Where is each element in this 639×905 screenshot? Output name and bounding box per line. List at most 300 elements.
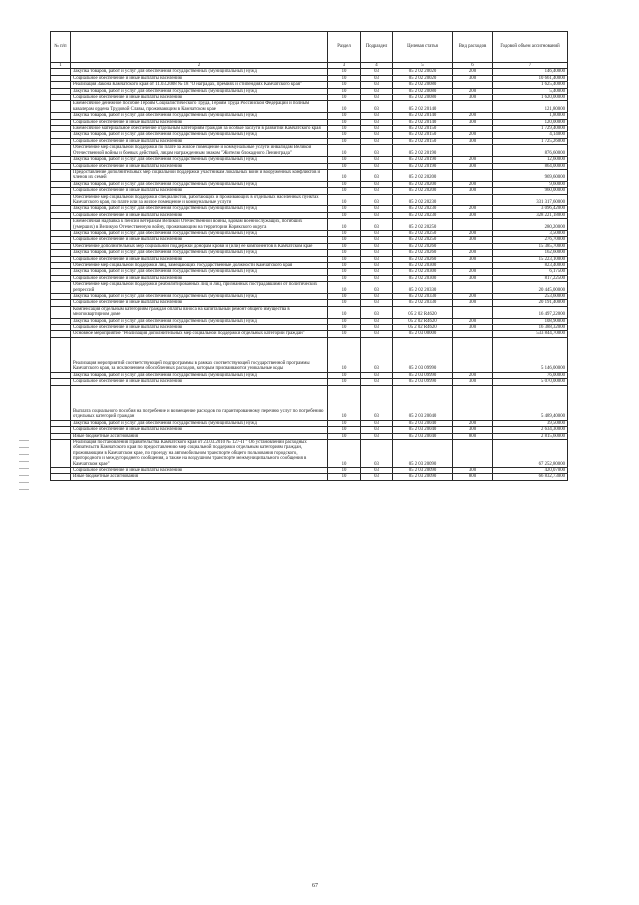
target-cell: 05 2 02 R4620 — [393, 318, 453, 324]
vid-cell — [453, 194, 493, 206]
row-name: Закупка товаров, работ и услуг для обеспечения государственных (муниципальных) нужд — [71, 113, 328, 119]
header-row — [51, 32, 568, 63]
podrazdel-cell: 03 — [361, 318, 393, 324]
amount-cell: 120,00000 — [493, 119, 568, 125]
target-cell: 05 2 02 20020 — [393, 69, 453, 75]
row-name: Закупка товаров, работ и услуг для обеспечения государственных (муниципальных) нужд — [71, 372, 328, 378]
razdel-cell: 10 — [328, 467, 361, 473]
row-name: Социальное обеспечение и иные выплаты населению — [71, 256, 328, 262]
vid-cell: 300 — [453, 275, 493, 281]
razdel-cell: 10 — [328, 194, 361, 206]
razdel-cell: 10 — [328, 331, 361, 337]
razdel-cell: 10 — [328, 219, 361, 231]
podrazdel-cell: 03 — [361, 275, 393, 281]
podrazdel-cell: 03 — [361, 243, 393, 249]
razdel-cell: 10 — [328, 206, 361, 212]
vid-cell: 200 — [453, 318, 493, 324]
row-name: Социальное обеспечение и иные выплаты населению — [71, 119, 328, 125]
podrazdel-cell: 03 — [361, 300, 393, 306]
razdel-cell: 10 — [328, 75, 361, 81]
razdel-cell: 10 — [328, 439, 361, 467]
podrazdel-cell: 03 — [361, 337, 393, 372]
row-name: Закупка товаров, работ и услуг для обеспечения государственных (муниципальных) нужд — [71, 318, 328, 324]
column-number: 4 — [361, 63, 393, 69]
num-cell — [51, 101, 71, 113]
target-cell: 05 2 02 20200 — [393, 169, 453, 181]
num-cell — [51, 145, 71, 157]
vid-cell — [453, 385, 493, 420]
target-cell: 05 2 03 20090 — [393, 439, 453, 467]
razdel-cell: 10 — [328, 306, 361, 318]
amount-cell: 960,00000 — [493, 188, 568, 194]
header-vid: Вид расходов — [453, 32, 493, 63]
vid-cell: 200 — [453, 113, 493, 119]
podrazdel-cell: 03 — [361, 181, 393, 187]
podrazdel-cell: 03 — [361, 325, 393, 331]
razdel-cell: 10 — [328, 119, 361, 125]
podrazdel-cell: 03 — [361, 379, 393, 385]
target-cell: 05 2 03 09990 — [393, 379, 453, 385]
row-name: Закупка товаров, работ и услуг для обеспечения государственных (муниципальных) нужд — [71, 69, 328, 75]
target-cell: 05 2 02 20140 — [393, 113, 453, 119]
razdel-cell: 10 — [328, 474, 361, 480]
column-number: 1 — [51, 63, 71, 69]
podrazdel-cell: 03 — [361, 250, 393, 256]
row-name: Выплата социального пособия на погребение и возмещение расходов по гарантированному перечню услуг по погребению отдельных категорий граждан — [71, 385, 328, 420]
vid-cell: 300 — [453, 119, 493, 125]
vid-cell: 200 — [453, 420, 493, 426]
podrazdel-cell: 03 — [361, 474, 393, 480]
num-cell — [51, 306, 71, 318]
row-name: Ежемесячное материальное обеспечение отдельным категориям граждан за особые заслуги в развитии Камчатского края — [71, 126, 328, 132]
razdel-cell: 10 — [328, 126, 361, 132]
header-amount: Годовой объем ассигнований — [493, 32, 568, 63]
vid-cell — [453, 101, 493, 113]
target-cell: 05 2 03 20090 — [393, 467, 453, 473]
row-name: Закупка товаров, работ и услуг для обеспечения государственных (муниципальных) нужд — [71, 250, 328, 256]
column-number: 5 — [393, 63, 453, 69]
podrazdel-cell: 03 — [361, 126, 393, 132]
amount-cell: 331 317,60000 — [493, 194, 568, 206]
podrazdel-cell: 03 — [361, 82, 393, 88]
row-name: Закупка товаров, работ и услуг для обеспечения государственных (муниципальных) нужд — [71, 181, 328, 187]
row-name: Социальное обеспечение и иные выплаты населению — [71, 237, 328, 243]
razdel-cell: 10 — [328, 95, 361, 101]
amount-cell: 20 445,00000 — [493, 282, 568, 294]
vid-cell: 200 — [453, 157, 493, 163]
vid-cell: 200 — [453, 250, 493, 256]
target-cell: 05 2 02 20150 — [393, 138, 453, 144]
target-cell: 05 2 02 20200 — [393, 188, 453, 194]
table-row — [51, 306, 568, 318]
razdel-cell: 10 — [328, 325, 361, 331]
target-cell: 05 2 02 20330 — [393, 282, 453, 294]
podrazdel-cell: 03 — [361, 138, 393, 144]
razdel-cell: 10 — [328, 188, 361, 194]
row-name: Социальное обеспечение и иные выплаты населению — [71, 379, 328, 385]
target-cell: 05 2 02 20300 — [393, 275, 453, 281]
razdel-cell: 10 — [328, 145, 361, 157]
amount-cell: 20 191,40000 — [493, 300, 568, 306]
table-body — [51, 69, 568, 480]
podrazdel-cell: 03 — [361, 256, 393, 262]
row-name: Реализация мероприятий соответствующей подпрограммы в рамках соответствующей государственной программы Камчатского края, за исключением обособленных расходов, которым присваиваются уникальные коды — [71, 337, 328, 372]
amount-cell: 2 815,60000 — [493, 433, 568, 439]
amount-cell: 39,50000 — [493, 420, 568, 426]
row-name: Социальное обеспечение и иные выплаты населению — [71, 300, 328, 306]
amount-cell: 5 070,00000 — [493, 379, 568, 385]
target-cell: 05 2 02 20080 — [393, 88, 453, 94]
razdel-cell: 10 — [328, 181, 361, 187]
amount-cell: 76,00000 — [493, 372, 568, 378]
amount-cell: 5 146,00000 — [493, 337, 568, 372]
target-cell: 05 2 03 09990 — [393, 337, 453, 372]
num-cell — [51, 219, 71, 231]
podrazdel-cell: 03 — [361, 88, 393, 94]
target-cell: 05 2 02 20250 — [393, 237, 453, 243]
podrazdel-cell: 03 — [361, 263, 393, 269]
target-cell: 05 2 02 R4620 — [393, 306, 453, 318]
amount-cell: 66 832,73000 — [493, 474, 568, 480]
row-name: Ежемесячная надбавка к пенсии ветеранам Великой Отечественной войны, вдовам военнослужащих, погибших (умерших) в Великую Отечественную войну, проживающим на территории Корякского округа — [71, 219, 328, 231]
podrazdel-cell: 03 — [361, 269, 393, 275]
column-number: 7 — [493, 63, 568, 69]
podrazdel-cell: 03 — [361, 467, 393, 473]
podrazdel-cell: 03 — [361, 75, 393, 81]
row-name: Закупка товаров, работ и услуг для обеспечения государственных (муниципальных) нужд — [71, 88, 328, 94]
amount-cell: 817,22500 — [493, 275, 568, 281]
razdel-cell: 10 — [328, 372, 361, 378]
amount-cell: 121,80000 — [493, 101, 568, 113]
vid-cell: 200 — [453, 372, 493, 378]
target-cell: 05 2 02 20140 — [393, 119, 453, 125]
target-cell: 05 2 02 20230 — [393, 194, 453, 206]
podrazdel-cell: 03 — [361, 157, 393, 163]
amount-cell: 15 223,10000 — [493, 256, 568, 262]
razdel-cell: 10 — [328, 243, 361, 249]
amount-cell: 276,70000 — [493, 237, 568, 243]
razdel-cell: 10 — [328, 237, 361, 243]
amount-cell: 1 620,00000 — [493, 95, 568, 101]
razdel-cell: 10 — [328, 250, 361, 256]
row-name: Обеспечение мер социальной поддержки лиц, замещающих государственные должности Камчатского края — [71, 263, 328, 269]
vid-cell: 200 — [453, 269, 493, 275]
razdel-cell: 10 — [328, 385, 361, 420]
vid-cell: 200 — [453, 132, 493, 138]
table-row — [51, 169, 568, 181]
header-razdel: Раздел — [328, 32, 361, 63]
row-name: Ежемесячное денежное пособие Героям Социалистического Труда, Героям Труда Российской Федерации и полным кавалерам ордена Трудовой Славы, проживающим в Камчатском крае — [71, 101, 328, 113]
vid-cell: 300 — [453, 467, 493, 473]
amount-cell: 864,00000 — [493, 163, 568, 169]
vid-cell: 300 — [453, 325, 493, 331]
amount-cell: 876,60000 — [493, 145, 568, 157]
podrazdel-cell: 03 — [361, 420, 393, 426]
vid-cell — [453, 282, 493, 294]
razdel-cell: 10 — [328, 275, 361, 281]
target-cell: 05 2 02 20230 — [393, 212, 453, 218]
podrazdel-cell: 03 — [361, 385, 393, 420]
target-cell: 05 2 02 20140 — [393, 101, 453, 113]
row-name: Социальное обеспечение и иные выплаты населению — [71, 188, 328, 194]
table-row — [51, 101, 568, 113]
target-cell: 05 2 02 20260 — [393, 250, 453, 256]
row-name: Закупка товаров, работ и услуг для обеспечения государственных (муниципальных) нужд — [71, 132, 328, 138]
row-name: Социальное обеспечение и иные выплаты населению — [71, 325, 328, 331]
podrazdel-cell: 03 — [361, 372, 393, 378]
razdel-cell: 10 — [328, 212, 361, 218]
target-cell: 05 2 03 20040 — [393, 433, 453, 439]
row-name: Социальное обеспечение и иные выплаты населению — [71, 212, 328, 218]
target-cell: 05 2 02 20080 — [393, 82, 453, 88]
column-number: 6 — [453, 63, 493, 69]
podrazdel-cell: 03 — [361, 188, 393, 194]
num-cell — [51, 385, 71, 420]
amount-cell: 823,40000 — [493, 263, 568, 269]
amount-cell: 16 388,32000 — [493, 325, 568, 331]
vid-cell: 200 — [453, 206, 493, 212]
amount-cell: 108,90000 — [493, 318, 568, 324]
num-cell — [51, 439, 71, 467]
vid-cell — [453, 219, 493, 231]
amount-cell: 67 252,80000 — [493, 439, 568, 467]
amount-cell: 162,60000 — [493, 250, 568, 256]
num-cell — [51, 169, 71, 181]
amount-cell: 280,20000 — [493, 219, 568, 231]
row-name: Социальное обеспечение и иные выплаты населению — [71, 427, 328, 433]
vid-cell: 300 — [453, 188, 493, 194]
razdel-cell: 10 — [328, 427, 361, 433]
razdel-cell: 10 — [328, 379, 361, 385]
header-target: Целевая статья — [393, 32, 453, 63]
podrazdel-cell: 03 — [361, 439, 393, 467]
vid-cell: 200 — [453, 181, 493, 187]
amount-cell: 146,40000 — [493, 69, 568, 75]
razdel-cell: 10 — [328, 294, 361, 300]
amount-cell: 3 096,42000 — [493, 206, 568, 212]
vid-cell: 300 — [453, 427, 493, 433]
amount-cell: 12,60000 — [493, 157, 568, 163]
target-cell: 05 2 02 20080 — [393, 95, 453, 101]
row-name: Социальное обеспечение и иные выплаты населению — [71, 275, 328, 281]
row-name: Иные бюджетные ассигнования — [71, 433, 328, 439]
podrazdel-cell: 03 — [361, 119, 393, 125]
amount-cell: 4,14000 — [493, 132, 568, 138]
vid-cell: 300 — [453, 237, 493, 243]
row-name: Социальное обеспечение и иные выплаты населению — [71, 138, 328, 144]
vid-cell: 800 — [453, 433, 493, 439]
table-row — [51, 474, 568, 480]
table-row — [51, 385, 568, 420]
num-cell — [51, 282, 71, 294]
column-number: 2 — [71, 63, 328, 69]
vid-cell — [453, 439, 493, 467]
row-name: Закупка товаров, работ и услуг для обеспечения государственных (муниципальных) нужд — [71, 269, 328, 275]
target-cell: 05 2 02 20190 — [393, 163, 453, 169]
target-cell: 05 2 03 09990 — [393, 372, 453, 378]
podrazdel-cell: 03 — [361, 206, 393, 212]
table-row — [51, 145, 568, 157]
row-name: Реализация постановления Правительства Камчатского края от 23.03.2010 № 127-П " Об установлении расходных обязательств Камчатского края по предоставлению мер социальной поддержки отдельным категориям граждан, проживающим в Камчатском крае, по проезду на автомобильном транспорте общего пользования городского, пригородного и междугороднего сообщения, а также на воздушном транспорте межмуниципального сообщения в Камчатском крае" — [71, 439, 328, 467]
row-name: Социальное обеспечение и иные выплаты населению — [71, 467, 328, 473]
razdel-cell: 10 — [328, 132, 361, 138]
amount-cell: 1,80000 — [493, 113, 568, 119]
amount-cell: 533 844,70000 — [493, 331, 568, 337]
podrazdel-cell: 03 — [361, 212, 393, 218]
table-row — [51, 282, 568, 294]
target-cell: 05 2 03 00000 — [393, 331, 453, 337]
razdel-cell: 10 — [328, 138, 361, 144]
target-cell: 05 2 02 R4620 — [393, 325, 453, 331]
target-cell: 05 2 03 20040 — [393, 385, 453, 420]
header-name — [71, 32, 328, 63]
podrazdel-cell: 03 — [361, 169, 393, 181]
razdel-cell: 10 — [328, 88, 361, 94]
razdel-cell: 10 — [328, 318, 361, 324]
amount-cell: 3,50000 — [493, 230, 568, 236]
budget-table — [50, 31, 568, 481]
vid-cell: 300 — [453, 163, 493, 169]
row-name: Социальное обеспечение и иные выплаты населению — [71, 95, 328, 101]
razdel-cell: 10 — [328, 113, 361, 119]
podrazdel-cell: 03 — [361, 294, 393, 300]
razdel-cell: 10 — [328, 101, 361, 113]
razdel-cell: 10 — [328, 420, 361, 426]
amount-cell: 16 497,22000 — [493, 306, 568, 318]
razdel-cell: 10 — [328, 433, 361, 439]
razdel-cell: 10 — [328, 263, 361, 269]
target-cell: 05 2 02 20230 — [393, 206, 453, 212]
razdel-cell: 10 — [328, 256, 361, 262]
target-cell: 05 2 02 20300 — [393, 269, 453, 275]
vid-cell: 800 — [453, 474, 493, 480]
amount-cell: 5 489,40000 — [493, 385, 568, 420]
razdel-cell: 10 — [328, 230, 361, 236]
razdel-cell: 10 — [328, 82, 361, 88]
row-name: Социальное обеспечение и иные выплаты населению — [71, 163, 328, 169]
razdel-cell: 10 — [328, 337, 361, 372]
target-cell: 05 2 02 20260 — [393, 243, 453, 249]
podrazdel-cell: 03 — [361, 95, 393, 101]
amount-cell: 969,60000 — [493, 169, 568, 181]
page-number: 67 — [312, 883, 318, 889]
row-name: Закупка товаров, работ и услуг для обеспечения государственных (муниципальных) нужд — [71, 294, 328, 300]
podrazdel-cell: 03 — [361, 230, 393, 236]
table-row — [51, 439, 568, 467]
podrazdel-cell: 03 — [361, 306, 393, 318]
target-cell: 05 2 02 20020 — [393, 75, 453, 81]
row-name: Закупка товаров, работ и услуг для обеспечения государственных (муниципальных) нужд — [71, 420, 328, 426]
row-name: Компенсация отдельным категориям граждан оплаты взноса на капитальный ремонт общего имущества в многоквартирном доме — [71, 306, 328, 318]
amount-cell: 328 221,18000 — [493, 212, 568, 218]
target-cell: 05 2 02 20200 — [393, 181, 453, 187]
target-cell: 05 2 02 20260 — [393, 256, 453, 262]
target-cell: 05 2 03 20040 — [393, 420, 453, 426]
table-row — [51, 194, 568, 206]
vid-cell — [453, 145, 493, 157]
row-name: Социальное обеспечение и иные выплаты населению — [71, 75, 328, 81]
row-name: Основное мероприятие "Реализация дополнительных мер социальной поддержки отдельных категорий граждан" — [71, 331, 328, 337]
target-cell: 05 2 02 20330 — [393, 300, 453, 306]
row-name: Обеспечение дополнительных мер социальной поддержки донорам крови и (или) ее компонентов в Камчатском крае — [71, 243, 328, 249]
vid-cell: 300 — [453, 256, 493, 262]
vid-cell: 300 — [453, 300, 493, 306]
podrazdel-cell: 03 — [361, 427, 393, 433]
podrazdel-cell: 03 — [361, 163, 393, 169]
target-cell: 05 2 02 20300 — [393, 263, 453, 269]
num-cell — [51, 337, 71, 372]
amount-cell: 6,17500 — [493, 269, 568, 275]
row-name: Закупка товаров, работ и услуг для обеспечения государственных (муниципальных) нужд — [71, 157, 328, 163]
row-name: Реализация Закона Камчатского края от 11.03.2008 № 18 "О наградах, премиях и стипендиях Камчатского края" — [71, 82, 328, 88]
header-num: № п/п — [51, 32, 71, 63]
podrazdel-cell: 03 — [361, 331, 393, 337]
row-name: Обеспечение мер социальной поддержки специалистов, работающих и проживающих в отдельных населенных пунктах Камчатского края, по плате или за жилое помещение и коммунальные услуги — [71, 194, 328, 206]
vid-cell: 300 — [453, 138, 493, 144]
razdel-cell: 10 — [328, 169, 361, 181]
podrazdel-cell: 03 — [361, 237, 393, 243]
podrazdel-cell: 03 — [361, 113, 393, 119]
vid-cell: 200 — [453, 294, 493, 300]
razdel-cell: 10 — [328, 269, 361, 275]
razdel-cell: 10 — [328, 157, 361, 163]
vid-cell — [453, 169, 493, 181]
target-cell: 05 2 03 20090 — [393, 474, 453, 480]
table-row — [51, 337, 568, 372]
razdel-cell: 10 — [328, 163, 361, 169]
vid-cell: 300 — [453, 95, 493, 101]
vid-cell: 300 — [453, 379, 493, 385]
vid-cell: 300 — [453, 212, 493, 218]
target-cell: 05 2 02 20250 — [393, 219, 453, 231]
amount-cell: 253,60000 — [493, 294, 568, 300]
row-name: Предоставление дополнительных мер социальной поддержки участникам локальных войн и вооруженных конфликтов и членов их семей — [71, 169, 328, 181]
target-cell: 05 2 02 20190 — [393, 145, 453, 157]
header-podrazdel: Подраздел — [361, 32, 393, 63]
target-cell: 05 2 02 20150 — [393, 132, 453, 138]
vid-cell: 200 — [453, 69, 493, 75]
amount-cell: 1 729,40000 — [493, 126, 568, 132]
row-name: Обеспечение мер социальной поддержки реабилитированных лиц и лиц, признанных пострадавшими от политических репрессий — [71, 282, 328, 294]
podrazdel-cell: 03 — [361, 69, 393, 75]
vid-cell — [453, 306, 493, 318]
amount-cell: 1 725,26000 — [493, 138, 568, 144]
column-number: 3 — [328, 63, 361, 69]
vid-cell — [453, 337, 493, 372]
podrazdel-cell: 03 — [361, 194, 393, 206]
podrazdel-cell: 03 — [361, 433, 393, 439]
target-cell: 05 2 02 20250 — [393, 230, 453, 236]
target-cell: 05 2 02 20330 — [393, 294, 453, 300]
podrazdel-cell: 03 — [361, 132, 393, 138]
target-cell: 05 2 02 20190 — [393, 157, 453, 163]
row-name: Иные бюджетные ассигнования — [71, 474, 328, 480]
podrazdel-cell: 03 — [361, 219, 393, 231]
target-cell: 05 2 02 20150 — [393, 126, 453, 132]
row-name: Обеспечение мер социальной поддержки по плате за жилое помещение и коммунальные услуги инвалидам Великой Отечественной войны и боевых действий, лицам награжденным знаком "Жителю блокадного Ленинграда" — [71, 145, 328, 157]
razdel-cell: 10 — [328, 69, 361, 75]
podrazdel-cell: 03 — [361, 101, 393, 113]
amount-cell: 15 385,70000 — [493, 243, 568, 249]
podrazdel-cell: 03 — [361, 282, 393, 294]
amount-cell: 9,60000 — [493, 181, 568, 187]
num-cell — [51, 194, 71, 206]
amount-cell: 10 661,40000 — [493, 75, 568, 81]
row-name: Закупка товаров, работ и услуг для обеспечения государственных (муниципальных) нужд — [71, 206, 328, 212]
target-cell: 05 2 03 20040 — [393, 427, 453, 433]
vid-cell: 200 — [453, 88, 493, 94]
vid-cell: 200 — [453, 230, 493, 236]
